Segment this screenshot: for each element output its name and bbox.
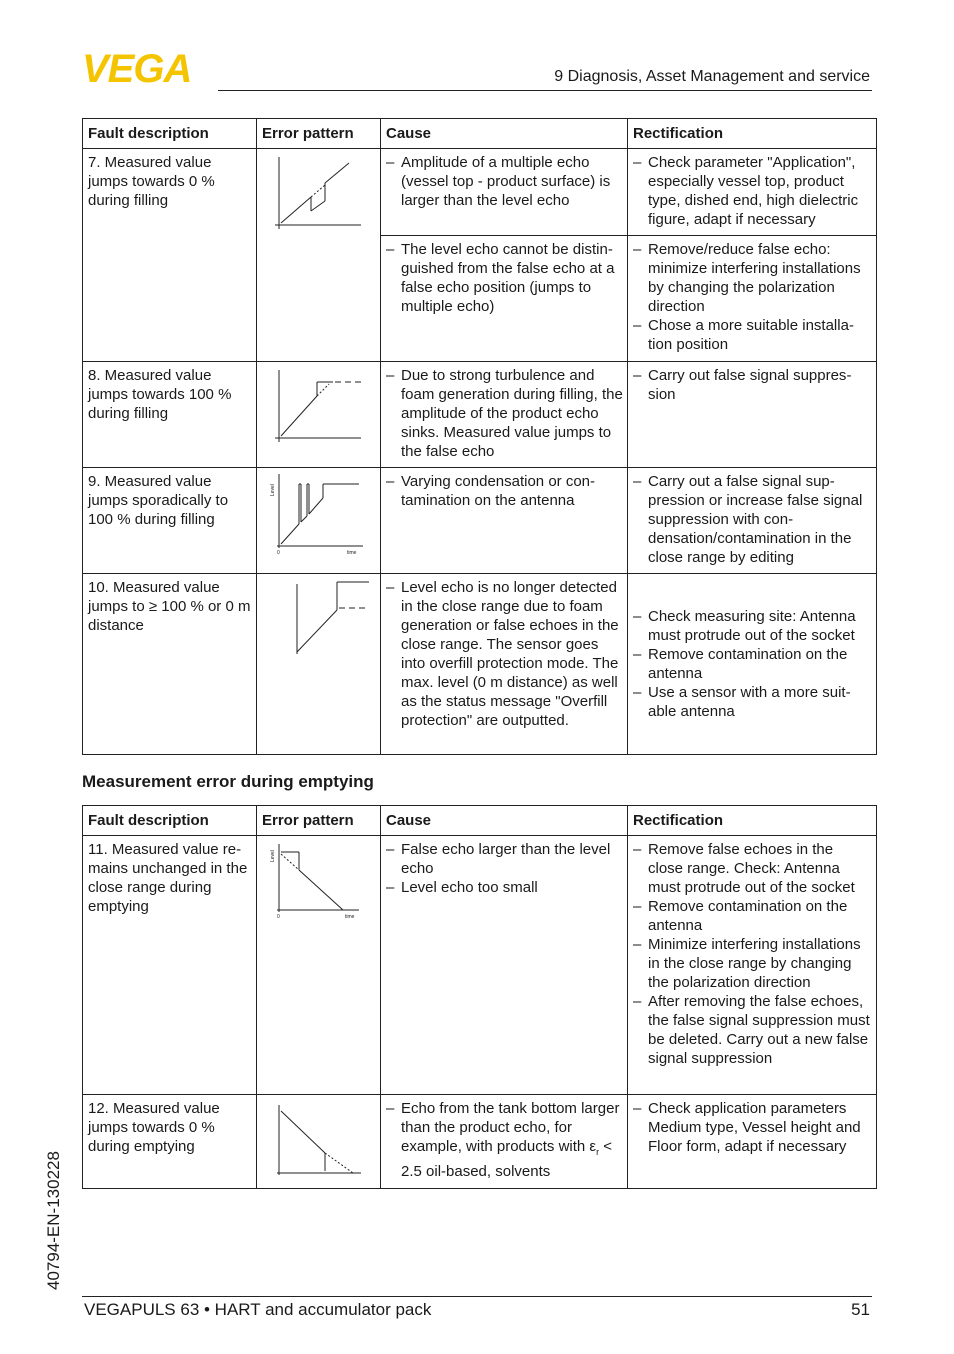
filling-faults-table	[82, 118, 877, 755]
logo-text: VEGA	[82, 50, 192, 84]
error-pattern-cell	[257, 362, 381, 468]
error-pattern-cell	[257, 574, 381, 755]
error-pattern-cell	[257, 836, 381, 1095]
cause-item: – Amplitude of a multiple echo (vessel top - product surface) is larger than the level echo	[386, 153, 623, 210]
cause-item: – Level echo is no longer detected in the close range due to foam generation or false echoes in the close range. The sensor goes into overfill protection mode. The max. level (0 m distance) as well as the status message "Overfill protection" are outputted.	[386, 578, 623, 730]
rectification-item: – Check measuring site: Antenna must protrude out of the socket	[633, 607, 872, 645]
fault-description: 12. Measured value jumps towards 0 % during emptying	[83, 1095, 257, 1189]
rectification-cell	[628, 362, 877, 468]
rectification-item: – Remove contamination on the antenna	[633, 897, 872, 935]
rectification-item: – Check application parameters Medium type, Vessel height and Floor form, adapt if necessary	[633, 1099, 872, 1156]
origin-label: 0	[277, 914, 280, 920]
rectification-item: – Carry out false signal suppression	[633, 366, 872, 404]
cause-cell	[381, 1095, 628, 1189]
rectification-cell	[628, 574, 877, 755]
x-axis-label: time	[345, 914, 355, 920]
table-header-row	[83, 806, 877, 836]
table-row	[83, 836, 877, 1095]
column-header-rectification: Rectification	[628, 806, 877, 836]
header-divider	[218, 90, 872, 91]
rectification-item: – Chose a more suitable installation position	[633, 316, 872, 354]
table-row	[83, 574, 877, 755]
error-pattern-graph-10	[269, 578, 369, 658]
cause-item	[386, 1099, 623, 1181]
cause-item: – Due to strong turbulence and foam generation during filling, the amplitude of the product echo sinks. Measured value jumps to the false echo	[386, 366, 623, 461]
column-header-pattern: Error pattern	[257, 806, 381, 836]
error-pattern-cell	[257, 149, 381, 362]
error-pattern-graph-7	[269, 153, 369, 235]
column-header-cause: Cause	[381, 806, 628, 836]
table-row	[83, 468, 877, 574]
fault-description: 9. Measured value jumps sporadically to 100 % during filling	[83, 468, 257, 574]
cause-item: – Level echo too small	[386, 878, 623, 897]
cause-item: – The level echo cannot be distinguished from the false echo at a false echo position (jumps to multiple echo)	[386, 240, 623, 316]
epsilon-subscript: r	[596, 1147, 600, 1157]
cause-item: – False echo larger than the level echo	[386, 840, 623, 878]
rectification-cell	[628, 149, 877, 236]
error-pattern-graph-12	[269, 1099, 369, 1179]
page-number: 51	[851, 1300, 870, 1319]
column-header-fault: Fault description	[83, 806, 257, 836]
rectification-item: – Minimize interfering installations in the close range by changing the polarization direction	[633, 935, 872, 992]
cause-cell	[381, 574, 628, 755]
rectification-item: – Check parameter "Application", especially vessel top, product type, dished end, high dielectric figure, adapt if necessary	[633, 153, 872, 229]
table-row	[83, 149, 877, 236]
rectification-cell	[628, 236, 877, 362]
column-header-fault: Fault description	[83, 119, 257, 149]
table-header-row	[83, 119, 877, 149]
fault-description: 7. Measured value jumps towards 0 % during filling	[83, 149, 257, 362]
rectification-cell	[628, 836, 877, 1095]
document-code: 40794-EN-130228	[44, 1151, 63, 1290]
footer-divider	[82, 1296, 872, 1297]
error-pattern-graph-11	[269, 840, 369, 920]
rectification-cell	[628, 1095, 877, 1189]
header-section-title: 9 Diagnosis, Asset Management and service	[554, 68, 870, 85]
column-header-cause: Cause	[381, 119, 628, 149]
error-pattern-cell	[257, 468, 381, 574]
origin-label: 0	[277, 550, 280, 556]
fault-description: 8. Measured value jumps towards 100 % during filling	[83, 362, 257, 468]
error-pattern-cell	[257, 1095, 381, 1189]
rectification-item: – Use a sensor with a more suitable antenna	[633, 683, 872, 721]
y-axis-label: Level	[270, 484, 276, 496]
cause-cell	[381, 236, 628, 362]
rectification-item: – Remove false echoes in the close range. Check: Antenna must protrude out of the socket	[633, 840, 872, 897]
rectification-item: – Carry out a false signal suppression or increase false signal suppression with condensation/contamination in the close range by editing	[633, 472, 872, 567]
emptying-faults-table	[82, 805, 877, 1189]
error-pattern-graph-9	[269, 472, 369, 556]
rectification-cell	[628, 468, 877, 574]
column-header-rectification: Rectification	[628, 119, 877, 149]
cause-text-start: Echo from the tank bottom larger than the product echo, for example, with products with ε	[401, 1100, 620, 1155]
fault-description: 11. Measured value remains unchanged in the close range during emptying	[83, 836, 257, 1095]
rectification-item: – After removing the false echoes, the false signal suppression must be deleted. Carry out a new false signal suppression	[633, 992, 872, 1068]
table-row	[83, 362, 877, 468]
y-axis-label: Level	[270, 850, 276, 862]
cause-text-end: < 2.5 oil-based, solvents	[401, 1138, 613, 1180]
column-header-pattern: Error pattern	[257, 119, 381, 149]
cause-cell	[381, 362, 628, 468]
cause-item: – Varying condensation or contamination on the antenna	[386, 472, 623, 510]
table-row	[83, 1095, 877, 1189]
fault-description: 10. Measured value jumps to ≥ 100 % or 0 m distance	[83, 574, 257, 755]
vega-logo	[82, 50, 212, 84]
rectification-item: – Remove contamination on the antenna	[633, 645, 872, 683]
error-pattern-graph-8	[269, 366, 369, 448]
cause-cell	[381, 836, 628, 1095]
section-heading-emptying: Measurement error during emptying	[82, 772, 374, 791]
cause-cell	[381, 149, 628, 236]
footer-product-name: VEGAPULS 63 • HART and accumulator pack	[84, 1300, 432, 1319]
rectification-item: – Remove/reduce false echo: minimize interfering installations by changing the polarization direction	[633, 240, 872, 316]
cause-cell	[381, 468, 628, 574]
x-axis-label: time	[347, 550, 357, 556]
